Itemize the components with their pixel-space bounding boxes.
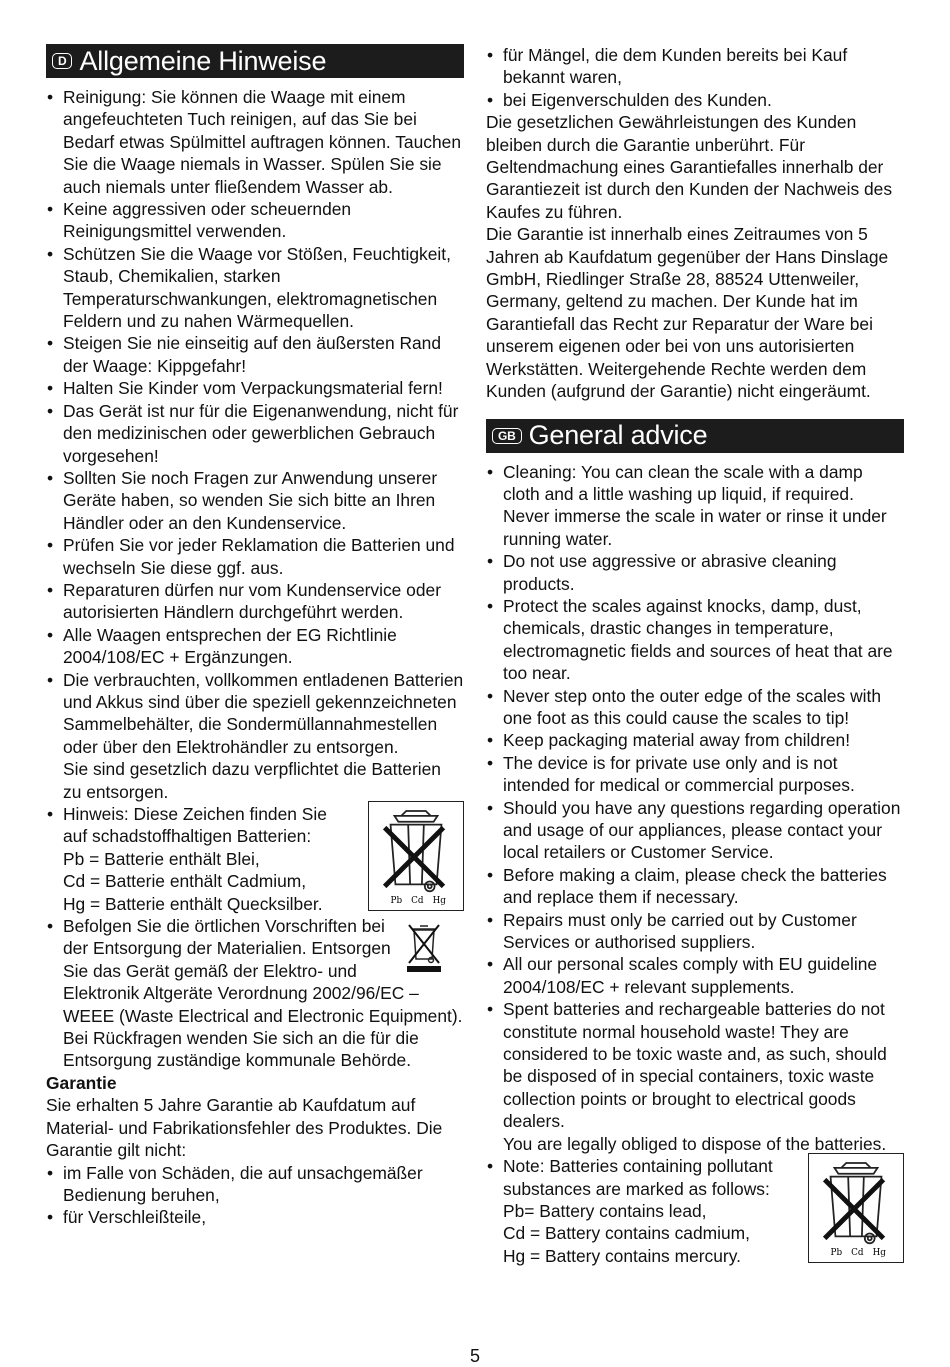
garantie-paragraph: Die Garantie ist innerhalb eines Zeitraumes von 5 Jahren ab Kaufdatum gegenüber der Hans Dinslage GmbH, Riedlinger Straße 28, 88524 Uttenweiler, Germany, geltend zu machen. Der Kunde hat im Garantiefall das Recht zur Reparatur der Ware bei unserem eigenen oder bei von uns autorisierten Werkstätten. Weitergehende Rechte werden dem Kunden (aufgrund der Garantie) nicht eingeräumt. xyxy=(486,224,889,402)
de-advice-list xyxy=(46,86,464,1072)
bin-label-cd: Cd xyxy=(851,1248,864,1259)
battery-legal-note: Sie sind gesetzlich dazu verpflichtet die Batterien zu entsorgen. xyxy=(63,759,441,802)
hint-line: auf schadstoffhaltigen Batterien: xyxy=(63,826,312,847)
list-item: • Protect the scales against knocks, damp, dust, chemicals, drastic changes in temperature, electromagnetic fields and sources of heat that are too near. xyxy=(486,595,904,685)
garantie-heading: Garantie xyxy=(46,1072,117,1093)
list-item: • Should you have any questions regarding operation and usage of our appliances, please contact your local retailers or Customer Service. xyxy=(486,797,904,864)
garantie-paragraph: Die gesetzlichen Gewährleistungen des Kunden bleiben durch die Garantie unberührt. Für Geltendmachung eines Garantiefalles innerhalb der Garantiezeit ist durch den Kunden der Nachweis des Kaufes zu führen. xyxy=(486,112,893,222)
de-country-badge: D xyxy=(52,53,72,69)
list-item: • Keine aggressiven oder scheuernden Reinigungsmittel verwenden. xyxy=(46,198,464,243)
gb-advice-list xyxy=(486,461,904,1268)
list-item: • Repairs must only be carried out by Customer Services or authorised suppliers. xyxy=(486,909,904,954)
bin-label-pb: • Pb xyxy=(830,1248,843,1259)
gb-country-badge: GB xyxy=(492,428,522,444)
de-section-header xyxy=(46,44,464,78)
battery-legal-note: You are legally obliged to dispose of the batteries. xyxy=(503,1133,887,1154)
hint-line: Pb = Batterie enthält Blei, xyxy=(63,848,260,869)
bin-label-pb: • Pb xyxy=(390,896,403,906)
garantie-intro: Sie erhalten 5 Jahre Garantie ab Kaufdatum auf Material- und Fabrikationsfehler des Produktes. Die Garantie gilt nicht: xyxy=(46,1095,443,1161)
battery-disposal-text: Die verbrauchten, vollkommen entladenen Batterien und Akkus sind über die speziell gekennzeichneten Sammelbehälter, die Sondermüllannahmestellen oder über den Elektrohändler zu entsorgen. xyxy=(63,669,464,757)
list-item: • Do not use aggressive or abrasive cleaning products. xyxy=(486,550,904,595)
list-item: • Cleaning: You can clean the scale with a damp cloth and a little washing up liquid, if required. Never immerse the scale in water or rinse it under running water. xyxy=(486,461,904,551)
list-item: • The device is for private use only and is not intended for medical or commercial purposes. xyxy=(486,752,904,797)
garantie-list xyxy=(46,1162,464,1229)
hint-line: Hg = Batterie enthält Quecksilber. xyxy=(63,893,323,914)
note-line: Note: Batteries containing pollutant xyxy=(503,1156,773,1177)
page-number: 5 xyxy=(469,1346,480,1366)
crossed-bin-battery-icon xyxy=(808,1153,904,1263)
list-item: • bei Eigenverschulden des Kunden. xyxy=(486,89,904,111)
crossed-bin-battery-icon xyxy=(368,801,464,911)
list-item: • All our personal scales comply with EU guideline 2004/108/EC + relevant supplements. xyxy=(486,953,904,998)
note-line: Pb= Battery contains lead, xyxy=(503,1200,707,1221)
note-line: substances are marked as follows: xyxy=(503,1178,770,1199)
list-item xyxy=(486,998,904,1155)
list-item: • Reparaturen dürfen nur vom Kundenservice oder autorisierten Händlern durchgeführt werden. xyxy=(46,579,464,624)
list-item: • für Verschleißteile, xyxy=(46,1206,464,1228)
bin-label-hg: Hg xyxy=(432,896,446,906)
list-item: • Never step onto the outer edge of the scales with one foot as this could cause the scales to tip! xyxy=(486,685,904,730)
list-item: • Alle Waagen entsprechen der EG Richtlinie 2004/108/EC + Ergänzungen. xyxy=(46,624,464,669)
list-item: • im Falle von Schäden, die auf unsachgemäßer Bedienung beruhen, xyxy=(46,1162,464,1207)
bin-label-cd: Cd xyxy=(411,896,424,906)
list-item xyxy=(46,803,464,915)
list-item: • Sollten Sie noch Fragen zur Anwendung unserer Geräte haben, so wenden Sie sich bitte an Ihren Händler oder an den Kundenservice. xyxy=(46,467,464,534)
note-line: Hg = Battery contains mercury. xyxy=(503,1245,741,1266)
weee-disposal-text: Befolgen Sie die örtlichen Vorschriften bei der Entsorgung der Materialien. Entsorgen Sie das Gerät gemäß der Elektro- und Elektronik Altgeräte Verordnung 2002/96/EC – WEEE (Waste Electrical and Electronic Equipment). Bei Rückfragen wenden Sie sich an die für die Entsorgung zuständige kommunale Behörde. xyxy=(63,916,463,1071)
gb-section-header xyxy=(486,419,904,453)
list-item: • Keep packaging material away from children! xyxy=(486,729,904,751)
list-item xyxy=(46,669,464,803)
de-section-title: Allgemeine Hinweise xyxy=(79,45,327,76)
weee-crossed-bin-icon xyxy=(404,921,444,973)
list-item xyxy=(46,915,464,1072)
list-item: • Schützen Sie die Waage vor Stößen, Feuchtigkeit, Staub, Chemikalien, starken Temperaturschwankungen, elektromagnetischen Feldern und zu nahen Wärmequellen. xyxy=(46,243,464,333)
list-item: • Before making a claim, please check the batteries and replace them if necessary. xyxy=(486,864,904,909)
list-item: • Halten Sie Kinder vom Verpackungsmaterial fern! xyxy=(46,377,464,399)
battery-disposal-text: Spent batteries and rechargeable batteries do not constitute normal household waste! They are considered to be toxic waste and, as such, should be disposed of in special containers, toxic waste collection points or brought to electrical goods dealers. xyxy=(503,999,887,1132)
list-item: • Das Gerät ist nur für die Eigenanwendung, nicht für den medizinischen oder gewerblichen Gebrauch vorgesehen! xyxy=(46,400,464,467)
hint-line: Hinweis: Diese Zeichen finden Sie xyxy=(63,804,327,824)
english-column xyxy=(486,44,904,1267)
bin-label-hg: Hg xyxy=(872,1248,886,1259)
hint-line: Cd = Batterie enthält Cadmium, xyxy=(63,871,307,892)
list-item: • Reinigung: Sie können die Waage mit einem angefeuchteten Tuch reinigen, auf das Sie bei Bedarf etwas Spülmittel auftragen können. Tauchen Sie die Waage niemals in Wasser. Spülen Sie sie auch niemals unter fließendem Wasser ab. xyxy=(46,86,464,198)
list-item xyxy=(486,1155,904,1267)
german-column xyxy=(46,44,464,1229)
gb-section-title: General advice xyxy=(528,420,708,451)
list-item: • Steigen Sie nie einseitig auf den äußersten Rand der Waage: Kippgefahr! xyxy=(46,332,464,377)
list-item: • Prüfen Sie vor jeder Reklamation die Batterien und wechseln Sie diese ggf. aus. xyxy=(46,534,464,579)
note-line: Cd = Battery contains cadmium, xyxy=(503,1223,750,1244)
garantie-list-continued xyxy=(486,44,904,111)
list-item: • für Mängel, die dem Kunden bereits bei Kauf bekannt waren, xyxy=(486,44,904,89)
